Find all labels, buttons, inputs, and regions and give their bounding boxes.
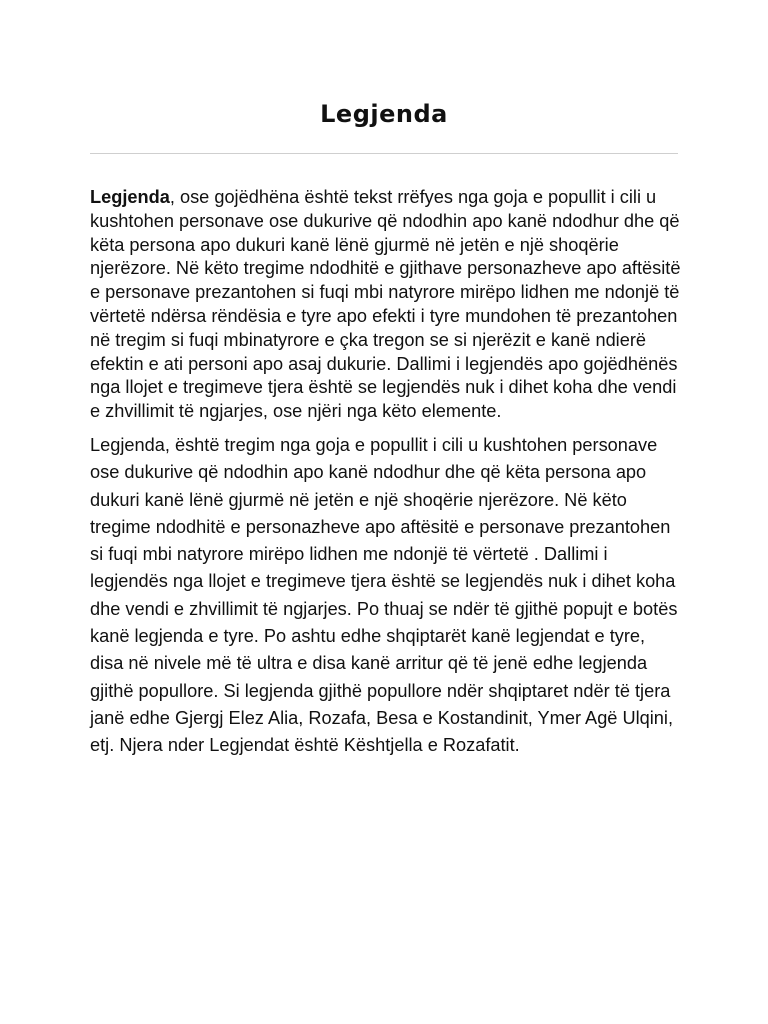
page-title: Legjenda (320, 100, 448, 128)
paragraph-definition (90, 186, 682, 424)
paragraph-description: Legjenda, është tregim nga goja e popullit i cili u kushtohen personave ose dukurive që ndodhin apo kanë ndodhur dhe që këta persona apo dukuri kanë lënë gjurmë në jetën e një shoqërie njerëzore. Në këto tregime ndodhitë e personazheve apo aftësitë e personave prezantohen si fuqi mbi natyrore mirëpo lidhen me ndonjë të vërtetë . Dallimi i legjendës nga llojet e tregimeve tjera është se legjendës nuk i dihet koha dhe vendi e zhvillimit të ngjarjes. Po thuaj se ndër të gjithë popujt e botës kanë legjenda e tyre. Po ashtu edhe shqiptarët kanë legjendat e tyre, disa në nivele më të ultra e disa kanë arritur që të jenë edhe legjenda gjithë popullore. Si legjenda gjithë popullore ndër shqiptaret ndër të tjera janë edhe Gjergj Elez Alia, Rozafa, Besa e Kostandinit, Ymer Agë Ulqini, etj. Njera nder Legjendat është Kështjella e Rozafatit. (90, 434, 678, 756)
title-divider (90, 153, 678, 154)
lead-term: Legjenda (90, 187, 170, 207)
paragraph-definition-text: , ose gojëdhëna është tekst rrëfyes nga goja e popullit i cili u kushtohen personave ose dukurive që ndodhin apo kanë ndodhur dhe që këta persona apo dukuri kanë lënë gjurmë në jetën e një shoqërie njerëzore. Në këto tregime ndodhitë e gjithave personazheve apo aftësitë e personave prezantohen si fuqi mbi natyrore mirëpo lidhen me ndonjë të vërtetë ndërsa rëndësia e tyre apo efekti i tyre mundohen të prezantohen në tregim si fuqi mbinatyrore e çka tregon se si njerëzit e kanë ndierë efektin e ati personi apo asaj dukurie. Dallimi i legjendës apo gojëdhënës nga llojet e tregimeve tjera është se legjendës nuk i dihet koha dhe vendi e zhvillimit të ngjarjes, ose njëri nga këto elemente. (90, 187, 681, 422)
article-body (90, 186, 682, 760)
